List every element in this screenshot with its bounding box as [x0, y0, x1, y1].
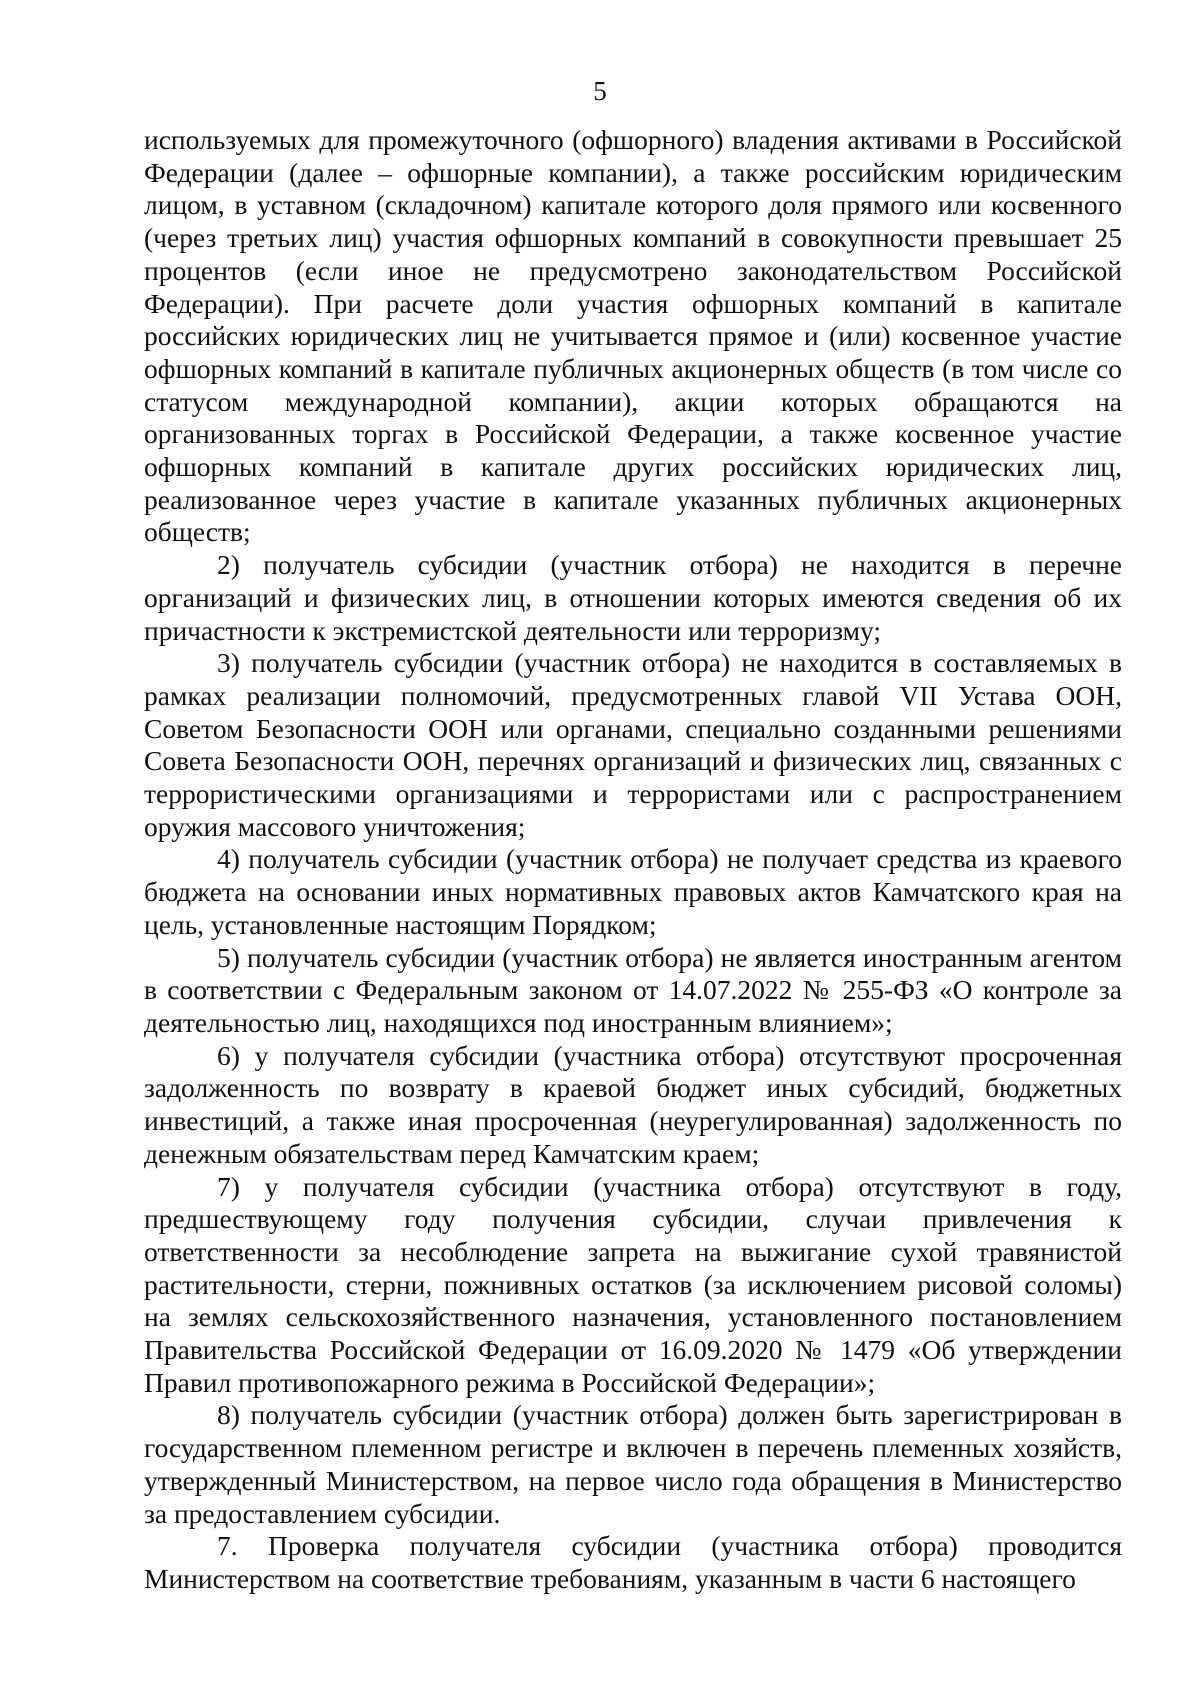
- paragraph-continuation: используемых для промежуточного (офшорного) владения активами в Российской Федерации (далее – офшорные компании), а также российским юридическим лицом, в уставном (складочном) капитале которого доля прямого или косвенного (через третьих лиц) участия офшорных компаний в совокупности превышает 25 процентов (если иное не предусмотрено законодательством Российской Федерации). При расчете доли участия офшорных компаний в капитале российских юридических лиц не учитывается прямое и (или) косвенное участие офшорных компаний в капитале публичных акционерных обществ (в том числе со статусом международной компании), акции которых обращаются на организованных торгах в Российской Федерации, а также косвенное участие офшорных компаний в капитале других российских юридических лиц, реализованное через участие в капитале указанных публичных акционерных обществ;: [144, 124, 1122, 548]
- paragraph-item-4: 4) получатель субсидии (участник отбора) не получает средства из краевого бюджета на основании иных нормативных правовых актов Камчатского края на цель, установленные настоящим Порядком;: [144, 843, 1122, 940]
- paragraph-item-3: 3) получатель субсидии (участник отбора) не находится в составляемых в рамках реализации полномочий, предусмотренных главой VII Устава ООН, Советом Безопасности ООН или органами, специально созданными решениями Совета Безопасности ООН, перечнях организаций и физических лиц, связанных с террористическими организациями и террористами или с распространением оружия массового уничтожения;: [144, 647, 1122, 842]
- page-number: 5: [593, 76, 607, 106]
- paragraph-item-5: 5) получатель субсидии (участник отбора) не является иностранным агентом в соответствии с Федеральным законом от 14.07.2022 № 255-ФЗ «О контроле за деятельностью лиц, находящихся под иностранным влиянием»;: [144, 941, 1122, 1038]
- paragraph-item-2: 2) получатель субсидии (участник отбора) не находится в перечне организаций и физических лиц, в отношении которых имеются сведения об их причастности к экстремистской деятельности или терроризму;: [144, 549, 1122, 646]
- document-body: [144, 124, 1122, 1596]
- paragraph-item-7: 7) у получателя субсидии (участника отбора) отсутствуют в году, предшествующему году получения субсидии, случаи привлечения к ответственности за несоблюдение запрета на выжигание сухой травянистой растительности, стерни, пожнивных остатков (за исключением рисовой соломы) на землях сельскохозяйственного назначения, установленного постановлением Правительства Российской Федерации от 16.09.2020 № 1479 «Об утверждении Правил противопожарного режима в Российской Федерации»;: [144, 1170, 1122, 1398]
- paragraph-section-7: 7. Проверка получателя субсидии (участника отбора) проводится Министерством на соответствие требованиям, указанным в части 6 настоящего: [144, 1530, 1122, 1594]
- paragraph-item-8: 8) получатель субсидии (участник отбора) должен быть зарегистрирован в государственном племенном регистре и включен в перечень племенных хозяйств, утвержденный Министерством, на первое число года обращения в Министерство за предоставлением субсидии.: [144, 1399, 1122, 1529]
- paragraph-item-6: 6) у получателя субсидии (участника отбора) отсутствуют просроченная задолженность по возврату в краевой бюджет иных субсидий, бюджетных инвестиций, а также иная просроченная (неурегулированная) задолженность по денежным обязательствам перед Камчатским краем;: [144, 1039, 1122, 1169]
